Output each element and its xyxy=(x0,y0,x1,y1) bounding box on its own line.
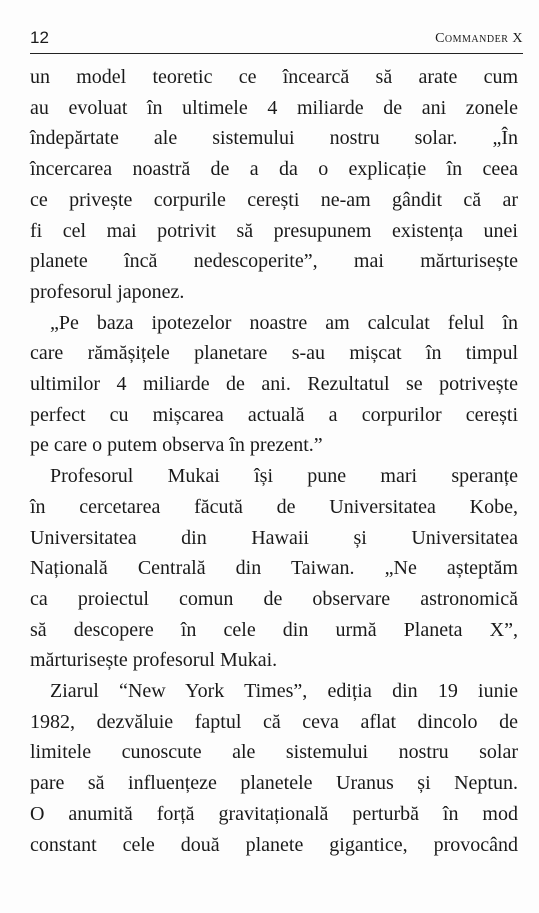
text-line: mărturisește profesorul Mukai. xyxy=(30,649,278,672)
text-line: să descopere în cele din urmă Planeta X”, xyxy=(30,618,518,641)
body-text xyxy=(30,62,518,860)
text-line: Universitatea din Hawaii și Universitatea xyxy=(30,526,518,549)
text-line: îndepărtate ale sistemului nostru solar. „În xyxy=(30,127,518,150)
text-line: constant cele două planete gigantice, provocând xyxy=(30,833,518,856)
page-number: 12 xyxy=(30,28,49,47)
text-line: Națională Centrală din Taiwan. „Ne așteptăm xyxy=(30,557,518,580)
text-line: care rămășițele planetare s-au mișcat în timpul xyxy=(30,342,518,365)
text-line: pe care o putem observa în prezent.” xyxy=(30,434,323,457)
text-line: au evoluat în ultimele 4 miliarde de ani zonele xyxy=(30,96,518,119)
text-line: 1982, dezvăluie faptul că ceva aflat dincolo de xyxy=(30,710,518,733)
running-header xyxy=(30,27,523,54)
text-line: limitele cunoscute ale sistemului nostru solar xyxy=(30,741,518,764)
text-line: profesorul japonez. xyxy=(30,280,185,303)
text-line: un model teoretic ce încearcă să arate cum xyxy=(30,66,518,88)
text-line: O anumită forță gravitațională perturbă în mod xyxy=(30,802,518,825)
text-line: Profesorul Mukai își pune mari speranțe xyxy=(50,465,518,488)
paragraph xyxy=(30,676,518,860)
text-line: planete încă nedescoperite”, mai mărturisește xyxy=(30,250,518,273)
text-line: Ziarul “New York Times”, ediția din 19 iunie xyxy=(50,680,518,703)
text-line: „Pe baza ipotezelor noastre am calculat felul în xyxy=(50,311,518,334)
paragraph xyxy=(30,308,518,462)
text-line: ca proiectul comun de observare astronomică xyxy=(30,587,518,610)
paragraph xyxy=(30,62,518,308)
text-line: fi cel mai potrivit să presupunem existența unei xyxy=(30,219,518,242)
text-line: perfect cu mișcarea actuală a corpurilor cerești xyxy=(30,403,518,426)
text-line: pare să influențeze planetele Uranus și Neptun. xyxy=(30,772,518,795)
paragraph xyxy=(30,461,518,676)
text-line: încercarea noastră de a da o explicație în ceea xyxy=(30,158,518,181)
text-line: ultimilor 4 miliarde de ani. Rezultatul se potrivește xyxy=(30,373,518,396)
text-line: ce privește corpurile cerești ne-am gândit că ar xyxy=(30,188,518,211)
text-line: în cercetarea făcută de Universitatea Kobe, xyxy=(30,495,518,518)
running-title: Commander X xyxy=(435,31,523,46)
